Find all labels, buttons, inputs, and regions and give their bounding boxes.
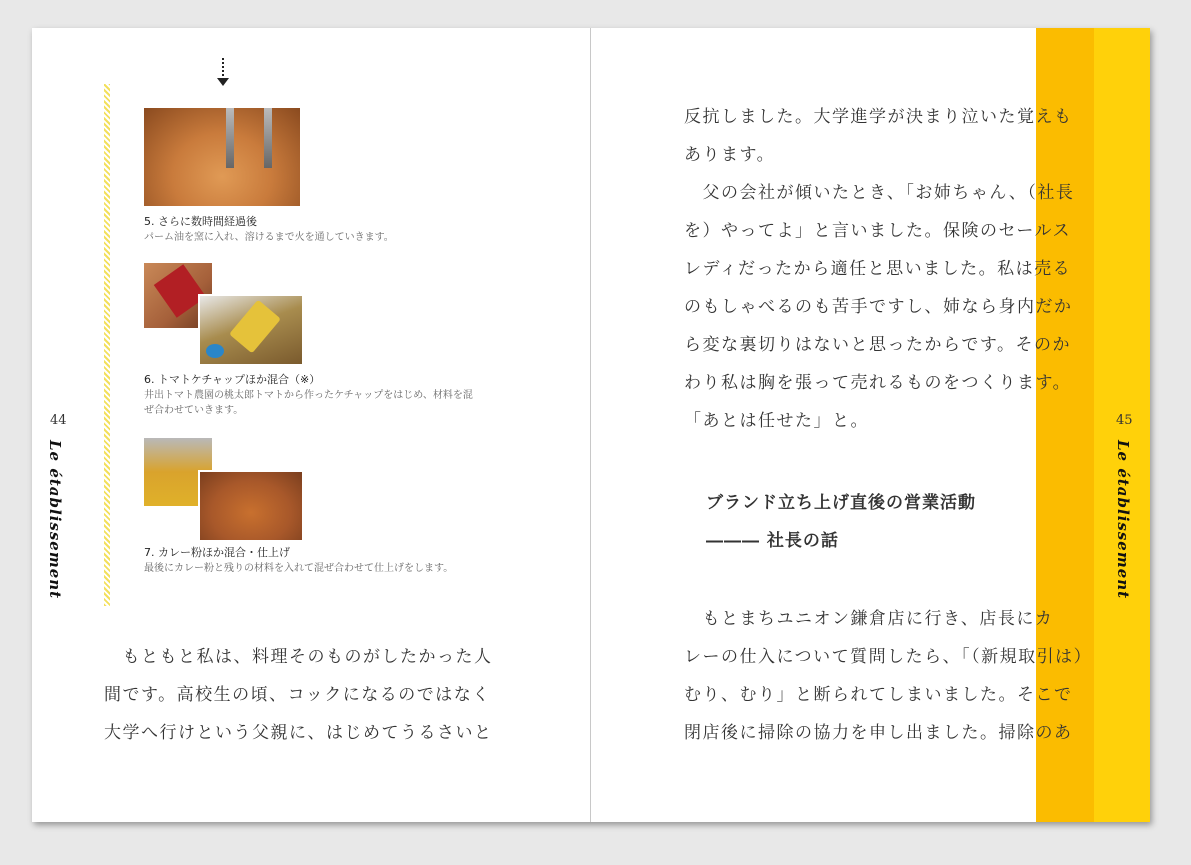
- decorative-stripe: [104, 84, 110, 606]
- body-line: のもしゃべるのも苦手ですし、姉なら身内だか: [684, 297, 1073, 317]
- arrow-head-icon: [217, 78, 229, 86]
- photo-step-7b: [198, 470, 304, 542]
- gutter-line: [590, 28, 591, 822]
- caption-step-5: [144, 214, 394, 245]
- body-line: わり私は胸を張って売れるものをつくります。: [684, 373, 1072, 393]
- book-spread: [32, 28, 1150, 822]
- caption-step-6: [144, 372, 473, 418]
- body-line: レーの仕入について質問したら、「（新規取引は）: [684, 647, 1093, 667]
- page-number-right: 45: [1116, 413, 1133, 428]
- running-title-right: Le établissement: [1114, 440, 1132, 600]
- step-7-desc: 最後にカレー粉と残りの材料を入れて混ぜ合わせて仕上げをします。: [144, 563, 454, 574]
- body-line: 大学へ行けという父親に、はじめてうるさいと: [104, 723, 493, 743]
- body-line: 間です。高校生の頃、コックになるのではなく: [104, 685, 491, 705]
- flow-arrow-icon: [222, 58, 226, 80]
- running-title-left: Le établissement: [46, 440, 64, 600]
- heading-line-1: ブランド立ち上げ直後の営業活動: [706, 493, 976, 513]
- body-line: レディだったから適任と思いました。私は売る: [684, 259, 1072, 279]
- photo-step-5: [144, 108, 300, 206]
- step-7-title: 7. カレー粉ほか混合・仕上げ: [144, 546, 290, 559]
- body-line: あります。: [684, 145, 776, 165]
- step-6-title: 6. トマトケチャップほか混合（※）: [144, 373, 321, 386]
- step-6-desc-line2: ぜ合わせていきます。: [144, 405, 244, 416]
- section-heading: [706, 484, 976, 560]
- page-number-left: 44: [50, 413, 67, 428]
- heading-line-2: ――― 社長の話: [706, 531, 839, 551]
- body-line: もともと私は、料理そのものがしたかった人: [104, 647, 493, 667]
- body-line: 反抗しました。大学進学が決まり泣いた覚えも: [684, 107, 1073, 127]
- left-body-text: [104, 638, 493, 752]
- body-line: を）やってよ」と言いました。保険のセールス: [684, 221, 1071, 241]
- caption-step-7: [144, 545, 453, 576]
- body-line: 父の会社が傾いたとき、「お姉ちゃん、（社長: [684, 183, 1075, 203]
- body-line: 閉店後に掃除の協力を申し出ました。掃除のあ: [684, 723, 1073, 743]
- right-body-text-top: [684, 98, 1074, 440]
- step-6-desc-line1: 井出トマト農園の桃太郎トマトから作ったケチャップをはじめ、材料を混: [144, 390, 473, 401]
- body-line: もとまちユニオン鎌倉店に行き、店長にカ: [684, 609, 1054, 629]
- body-line: むり、むり」と断られてしまいました。そこで: [684, 685, 1073, 705]
- body-line: ら変な裏切りはないと思ったからです。そのか: [684, 335, 1071, 355]
- body-line: 「あとは任せた」と。: [684, 411, 869, 431]
- step-5-title: 5. さらに数時間経過後: [144, 215, 257, 228]
- step-5-desc: パーム油を窯に入れ、溶けるまで火を通していきます。: [144, 232, 394, 243]
- photo-step-6b: [198, 294, 304, 366]
- right-body-text-bottom: [684, 600, 1092, 752]
